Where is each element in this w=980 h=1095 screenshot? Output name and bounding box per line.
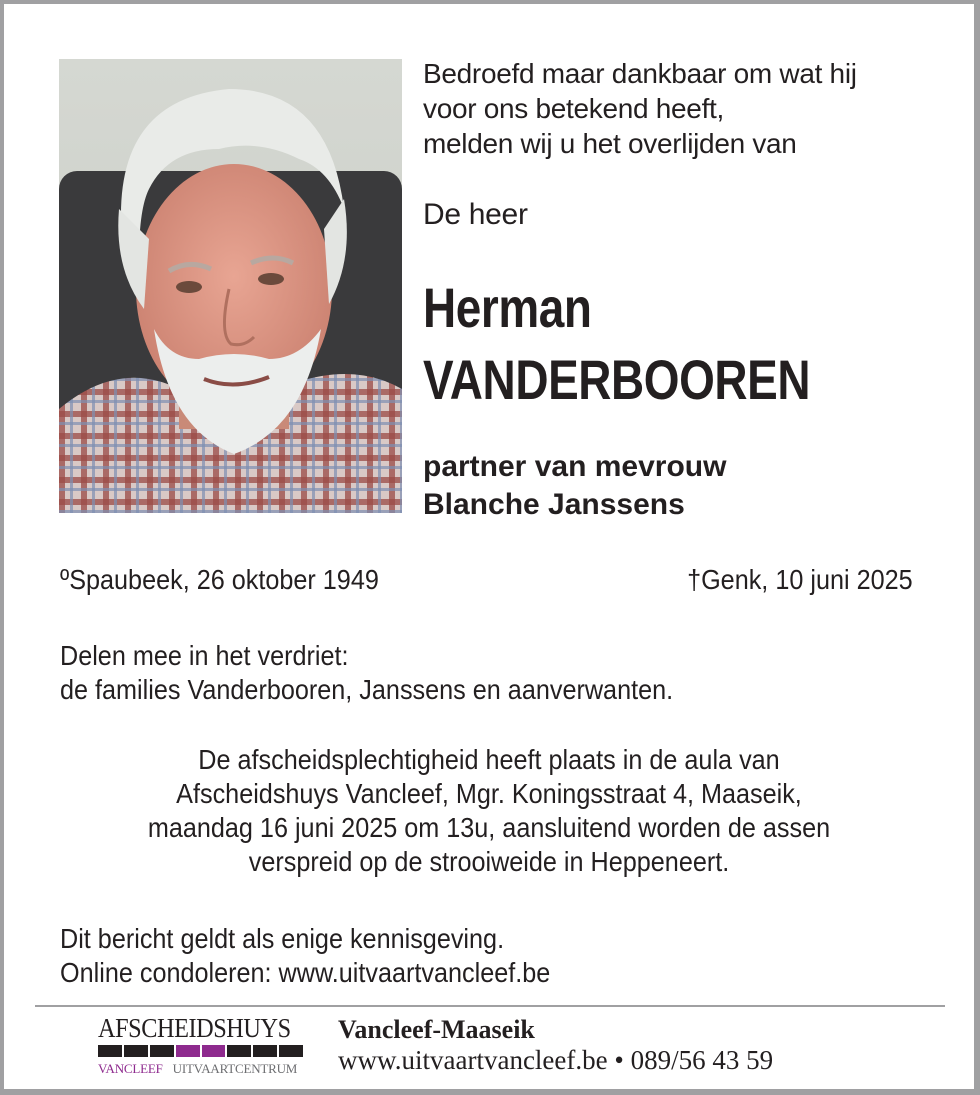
ceremony-text: [4, 743, 974, 879]
mourners-text: [60, 639, 673, 707]
notice-line-1: Dit bericht geldt als enige kennisgeving.: [60, 923, 505, 954]
ceremony-line: verspreid op de strooiweide in Heppeneert.: [248, 846, 730, 877]
logo-bar-block: [202, 1045, 226, 1057]
partner-info: [423, 448, 726, 524]
intro-line: Bedroefd maar dankbaar om wat hij: [423, 58, 857, 89]
last-name: VANDERBOOREN: [423, 348, 811, 411]
logo-bar-block: [176, 1045, 200, 1057]
obituary-card: [4, 4, 974, 1089]
portrait-photo: [59, 59, 402, 513]
deceased-name: [423, 272, 810, 416]
logo-bar-block: [227, 1045, 251, 1057]
logo-brand: VANCLEEF: [98, 1061, 163, 1076]
company-info: [338, 1015, 773, 1075]
death-date: †Genk, 10 juni 2025: [687, 564, 913, 595]
partner-line-1: partner van mevrouw: [423, 450, 727, 483]
intro-line: melden wij u het overlijden van: [423, 128, 797, 159]
logo-bar-block: [98, 1045, 122, 1057]
company-contact[interactable]: www.uitvaartvancleef.be • 089/56 43 59: [338, 1045, 774, 1075]
ceremony-line: maandag 16 juni 2025 om 13u, aansluitend worden de assen: [147, 812, 831, 843]
first-name: Herman: [423, 276, 592, 339]
notice-text: [60, 922, 550, 990]
logo-bar-block: [279, 1045, 303, 1057]
ceremony-line: Afscheidshuys Vancleef, Mgr. Koningsstraat 4, Maaseik,: [176, 778, 802, 809]
logo-color-bar: [98, 1045, 303, 1057]
intro-text: [423, 56, 857, 161]
honorific: De heer: [423, 198, 528, 231]
funeral-home-logo: [98, 1014, 308, 1077]
birth-date: ºSpaubeek, 26 oktober 1949: [60, 564, 379, 595]
logo-sub: UITVAARTCENTRUM: [172, 1061, 298, 1076]
footer-divider: [35, 1005, 945, 1007]
intro-line: voor ons betekend heeft,: [423, 93, 725, 124]
online-condolence-link[interactable]: Online condoleren: www.uitvaartvancleef.be: [60, 957, 551, 988]
logo-bar-block: [150, 1045, 174, 1057]
mourners-line-2: de families Vanderbooren, Janssens en aanverwanten.: [60, 674, 674, 705]
logo-bar-block: [124, 1045, 148, 1057]
logo-title: AFSCHEIDSHUYS: [98, 1013, 291, 1043]
mourners-line-1: Delen mee in het verdriet:: [60, 640, 349, 671]
logo-bar-block: [253, 1045, 277, 1057]
logo-subtitle: [98, 1061, 308, 1077]
ceremony-line: De afscheidsplechtigheid heeft plaats in de aula van: [198, 744, 780, 775]
company-name: Vancleef-Maaseik: [338, 1015, 535, 1044]
partner-line-2: Blanche Janssens: [423, 488, 685, 521]
